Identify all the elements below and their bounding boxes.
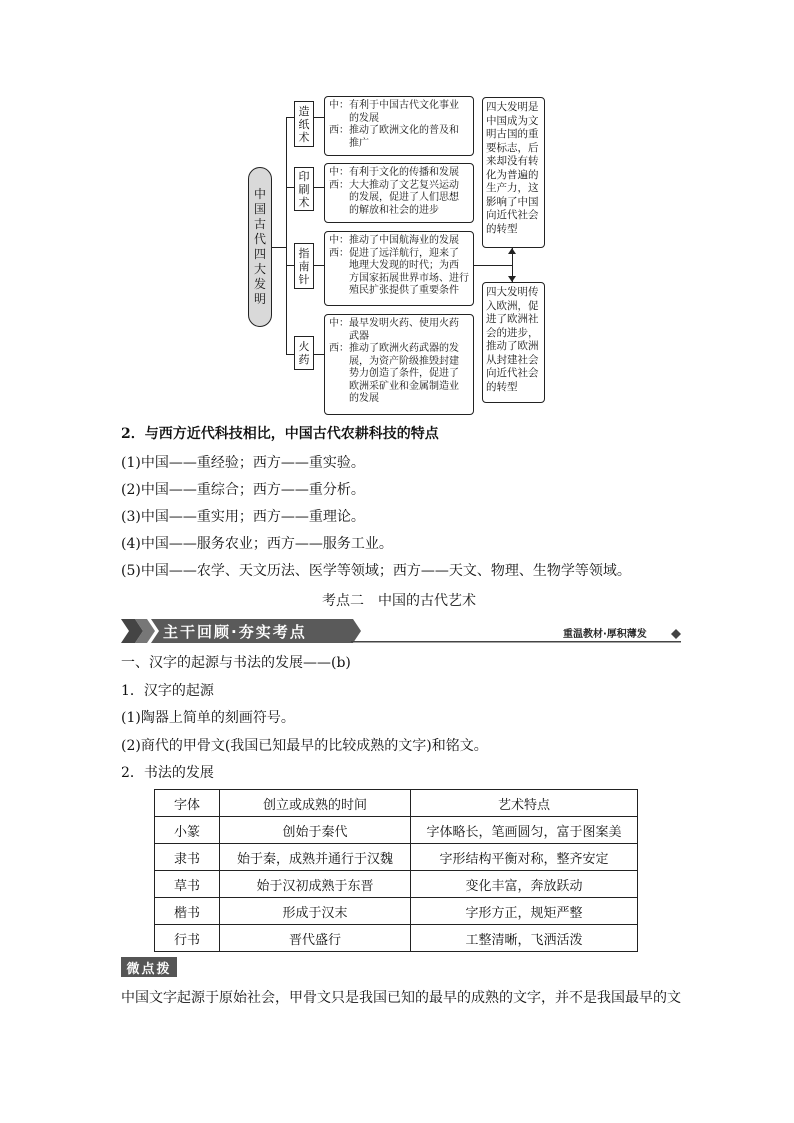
table-cell: 变化丰富，奔放跃动 [411, 871, 638, 898]
table-cell: 草书 [155, 871, 220, 898]
part1-sub1: 1．汉字的起源 [121, 683, 214, 699]
invention-label-0: 造纸术 [294, 101, 314, 147]
tip-text: 中国文字起源于原始社会，甲骨文只是我国已知的最早的成熟的文字，并不是我国最早的文 [121, 990, 681, 1006]
invention-label-2: 指南针 [294, 243, 314, 289]
section2-heading: 2．与西方近代科技相比，中国古代农耕科技的特点 [121, 426, 439, 442]
invention-detail-1: 中：有利于文化的传播和发展 西：大大推动了文艺复兴运动 的发展，促进了人们思想 的解放和社会的进步 [324, 163, 474, 223]
table-cell: 字形结构平衡对称，整齐安定 [411, 844, 638, 871]
part1-sub1-item-1: (1)陶器上简单的刻画符号。 [121, 710, 295, 726]
table-header-cell: 字体 [155, 790, 220, 817]
invention-detail-2: 中：推动了中国航海业的发展 西：促进了远洋航行，迎来了 地理大发现的时代；为西 方国家拓展世界市场、进行 殖民扩张提供了重要条件 [324, 231, 474, 306]
table-cell: 创始于秦代 [220, 817, 411, 844]
invention-detail-3: 中：最早发明火药、使用火药 武器 西：推动了欧洲火药武器的发 展，为资产阶级推毁封建 势力创造了条件，促进了 欧洲采矿业和金属制造业 的发展 [324, 314, 474, 415]
banner-left-text: 主干回顾·夯实考点 [163, 623, 307, 641]
part1-sub2: 2．书法的发展 [121, 765, 214, 781]
invention-label-1: 印刷术 [294, 167, 314, 211]
section-banner [121, 617, 681, 645]
table-cell: 楷书 [155, 898, 220, 925]
summary-top-box: 四大发明是 中国成为文 明古国的重 要标志，后 来却没有转 化为普遍的 生产力，这 影响了中国 向近代社会 的转型 [482, 97, 545, 248]
table-cell: 始于秦，成熟并通行于汉魏 [220, 844, 411, 871]
table-cell: 工整清晰，飞洒活泼 [411, 925, 638, 952]
section2-point-3: (3)中国——重实用；西方——重理论。 [121, 509, 365, 525]
table-cell: 行书 [155, 925, 220, 952]
part1-heading: 一、汉字的起源与书法的发展——(b) [121, 655, 351, 671]
table-cell: 小篆 [155, 817, 220, 844]
section2-point-1: (1)中国——重经验；西方——重实验。 [121, 455, 365, 471]
table-header-cell: 创立或成熟的时间 [220, 790, 411, 817]
section2-point-5: (5)中国——农学、天文历法、医学等领域；西方——天文、物理、生物学等领域。 [121, 563, 631, 579]
table-header-cell: 艺术特点 [411, 790, 638, 817]
summary-bottom-box: 四大发明传 入欧洲，促 进了欧洲社 会的进步， 推动了欧洲 从封建社会 向近代社会 的转型 [482, 282, 545, 403]
table-cell: 形成于汉末 [220, 898, 411, 925]
arrow-up-icon [508, 248, 516, 254]
table-cell: 字体略长，笔画圆匀，富于图案美 [411, 817, 638, 844]
table-row [155, 925, 638, 952]
table-cell: 隶书 [155, 844, 220, 871]
table-row [155, 871, 638, 898]
invention-label-3: 火药 [294, 336, 314, 370]
table-cell: 始于汉初成熟于东晋 [220, 871, 411, 898]
table-cell: 字形方正，规矩严整 [411, 898, 638, 925]
section2-point-4: (4)中国——服务农业；西方——服务工业。 [121, 536, 393, 552]
diagram-root-label: 中国古代四大发明 [253, 187, 266, 306]
banner-right-text: 重温教材·厚积薄发 [563, 629, 647, 640]
table-row [155, 817, 638, 844]
section2-point-2: (2)中国——重综合；西方——重分析。 [121, 482, 365, 498]
diagram-root [248, 167, 272, 327]
table-row [155, 844, 638, 871]
calligraphy-table [154, 789, 638, 952]
table-row [155, 898, 638, 925]
part1-sub1-item-2: (2)商代的甲骨文(我国已知最早的比较成熟的文字)和铭文。 [121, 738, 488, 754]
tip-label: 微点拨 [121, 957, 177, 977]
table-cell: 晋代盛行 [220, 925, 411, 952]
invention-detail-0: 中：有利于中国古代文化事业 的发展 西：推动了欧洲文化的普及和 推广 [324, 96, 474, 156]
table-header-row [155, 790, 638, 817]
topic2-title: 考点二 中国的古代艺术 [322, 593, 476, 609]
